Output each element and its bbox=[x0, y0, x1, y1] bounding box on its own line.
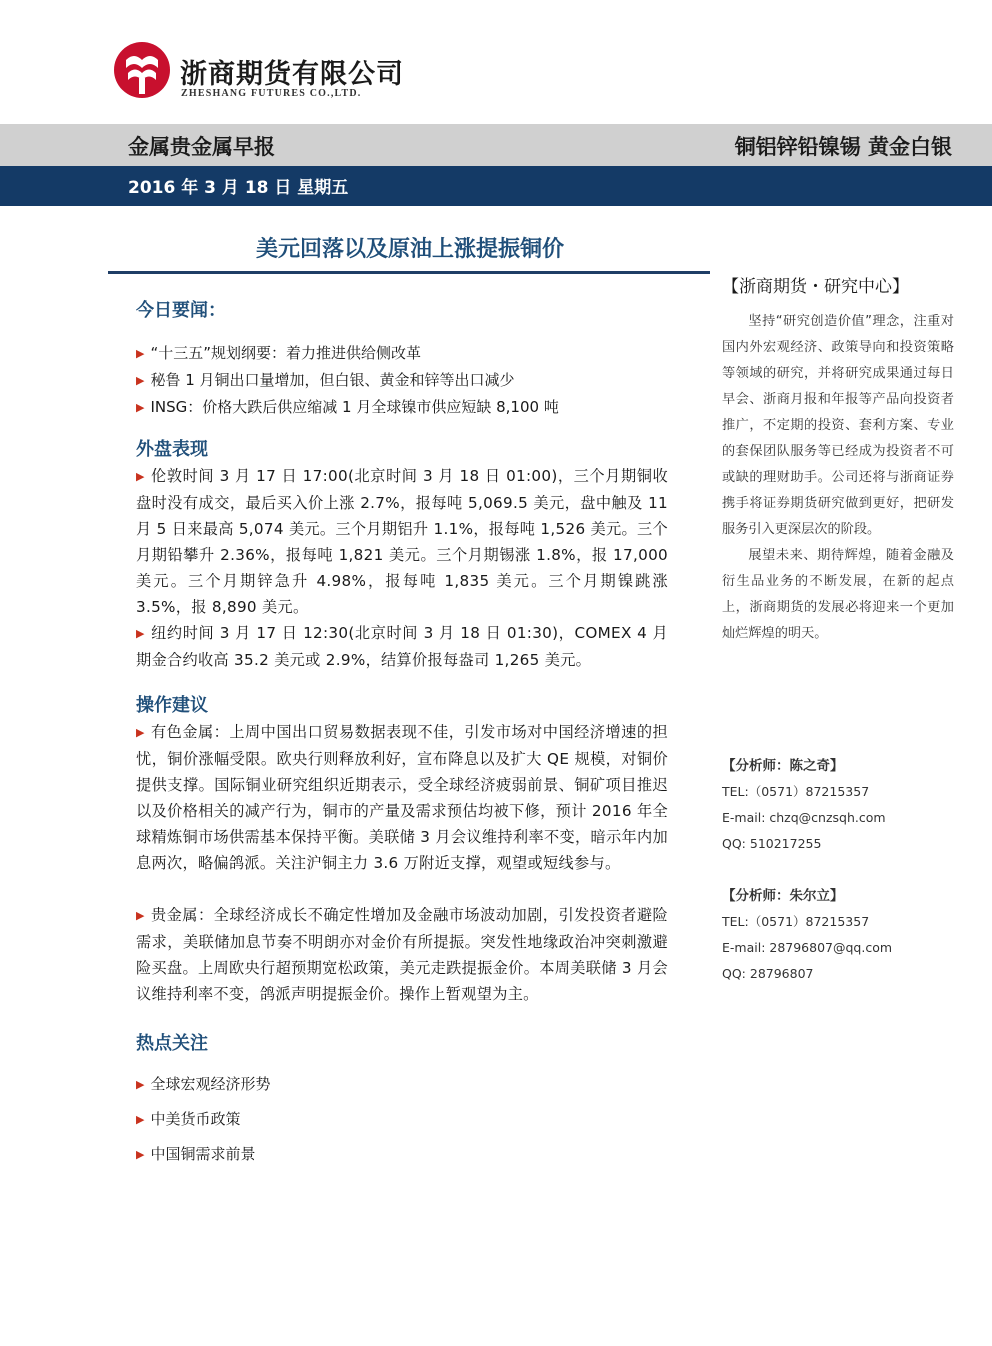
sidebar-paragraph: 展望未来、期待辉煌，随着金融及衍生品业务的不断发展，在新的起点上，浙商期货的发展必将迎来一个更加灿烂辉煌的明天。 bbox=[722, 548, 954, 641]
analyst-name: 【分析师：朱尔立】 bbox=[722, 888, 844, 904]
triangle-bullet-icon: ▶ bbox=[136, 1078, 145, 1091]
list-item: ▶ 秘鲁 1 月铜出口量增加，但白银、黄金和锌等出口减少 bbox=[136, 367, 668, 394]
triangle-bullet-icon: ▶ bbox=[136, 627, 145, 640]
analyst-card bbox=[722, 753, 962, 857]
headline-divider bbox=[108, 271, 710, 274]
analyst-email: E-mail: chzq@cnzsqh.com bbox=[722, 810, 886, 825]
report-date: 2016 年 3 月 18 日 星期五 bbox=[128, 178, 349, 198]
analyst-tel: TEL:（0571）87215357 bbox=[722, 784, 870, 799]
list-item: ▶ INSG：价格大跌后供应缩减 1 月全球镍市供应短缺 8,100 吨 bbox=[136, 394, 668, 421]
list-item: ▶ 中国铜需求前景 bbox=[136, 1137, 668, 1172]
overseas-paragraph: ▶ 伦敦时间 3 月 17 日 17:00(北京时间 3 月 18 日 01:00)，三个月期铜收盘时没有成交，最后买入价上涨 2.7%，报每吨 5,069.5 美元，盘中触及 11 月 5 日来最高 5,074 美元。三个月期铝升 1.1%，报每吨 1,526 美元。三个月期铅攀升 2.36%，报每吨 1,821 美元。三个月期锡涨 1.8%，报 17,000 美元。三个月期锌急升 4.98%，报每吨 1,835 美元。三个月期镍跳涨 3.5%，报 8,890 美元。 bbox=[136, 463, 668, 620]
news-list bbox=[136, 340, 668, 421]
section-title-overseas: 外盘表现 bbox=[136, 439, 208, 460]
hotspot-list bbox=[136, 1067, 668, 1172]
triangle-bullet-icon: ▶ bbox=[136, 909, 145, 922]
headline: 美元回落以及原油上涨提振铜价 bbox=[255, 237, 564, 262]
triangle-bullet-icon: ▶ bbox=[136, 374, 145, 387]
list-item: ▶ 中美货币政策 bbox=[136, 1102, 668, 1137]
company-name-cn: 浙商期货有限公司 bbox=[180, 59, 404, 90]
sidebar-title: 【浙商期货・研究中心】 bbox=[722, 277, 909, 297]
analyst-qq: QQ: 28796807 bbox=[722, 966, 814, 981]
zheshang-logo-icon bbox=[112, 40, 172, 100]
list-item: ▶ 全球宏观经济形势 bbox=[136, 1067, 668, 1102]
triangle-bullet-icon: ▶ bbox=[136, 1148, 145, 1161]
triangle-bullet-icon: ▶ bbox=[136, 726, 145, 739]
advice-paragraph: ▶ 贵金属：全球经济成长不确定性增加及金融市场波动加剧，引发投资者避险需求，美联储加息节奏不明朗亦对金价有所提振。突发性地缘政治冲突刺激避险买盘。上周欧央行超预期宽松政策，美元走跌提振金价。本周美联储 3 月会议维持利率不变，鸽派声明提振金价。操作上暂观望为主。 bbox=[136, 902, 668, 1007]
report-title: 金属贵金属早报 bbox=[128, 135, 275, 159]
analyst-qq: QQ: 510217255 bbox=[722, 836, 822, 851]
triangle-bullet-icon: ▶ bbox=[136, 347, 145, 360]
section-title-hotspots: 热点关注 bbox=[136, 1033, 208, 1054]
metals-label: 铜铝锌铅镍锡 黄金白银 bbox=[734, 135, 952, 159]
section-title-news: 今日要闻： bbox=[136, 300, 226, 321]
list-item: ▶ “十三五”规划纲要：着力推进供给侧改革 bbox=[136, 340, 668, 367]
analyst-name: 【分析师：陈之奇】 bbox=[722, 758, 844, 774]
analyst-card bbox=[722, 883, 962, 987]
analyst-email: E-mail: 28796807@qq.com bbox=[722, 940, 893, 955]
sidebar bbox=[722, 272, 954, 647]
company-name-en: ZHESHANG FUTURES CO.,LTD. bbox=[181, 88, 362, 99]
overseas-paragraph: ▶ 纽约时间 3 月 17 日 12:30(北京时间 3 月 18 日 01:30)，COMEX 4 月期金合约收高 35.2 美元或 2.9%，结算价报每盎司 1,265 美元。 bbox=[136, 620, 668, 673]
triangle-bullet-icon: ▶ bbox=[136, 401, 145, 414]
section-title-advice: 操作建议 bbox=[136, 695, 208, 716]
sidebar-paragraph: 坚持“研究创造价值”理念，注重对国内外宏观经济、政策导向和投资策略等领域的研究，并将研究成果通过每日早会、浙商月报和年报等产品向投资者推广，不定期的投资、套利方案、专业的套保团队服务等已经成为投资者不可或缺的理财助手。公司还将与浙商证券携手将证券期货研究做到更好，把研发服务引入更深层次的阶段。 bbox=[722, 314, 954, 537]
advice-paragraph: ▶ 有色金属：上周中国出口贸易数据表现不佳，引发市场对中国经济增速的担忧，铜价涨幅受限。欧央行则释放利好，宣布降息以及扩大 QE 规模，对铜价提供支撑。国际铜业研究组织近期表示，受全球经济疲弱前景、铜矿项目推迟以及价格相关的减产行为，铜市的产量及需求预估均被下修，预计 2016 年全球精炼铜市场供需基本保持平衡。美联储 3 月会议维持利率不变，暗示年内加息两次，略偏鸽派。关注沪铜主力 3.6 万附近支撑，观望或短线参与。 bbox=[136, 719, 668, 876]
triangle-bullet-icon: ▶ bbox=[136, 1113, 145, 1126]
analyst-tel: TEL:（0571）87215357 bbox=[722, 914, 870, 929]
main-content bbox=[136, 298, 668, 1172]
triangle-bullet-icon: ▶ bbox=[136, 470, 145, 483]
